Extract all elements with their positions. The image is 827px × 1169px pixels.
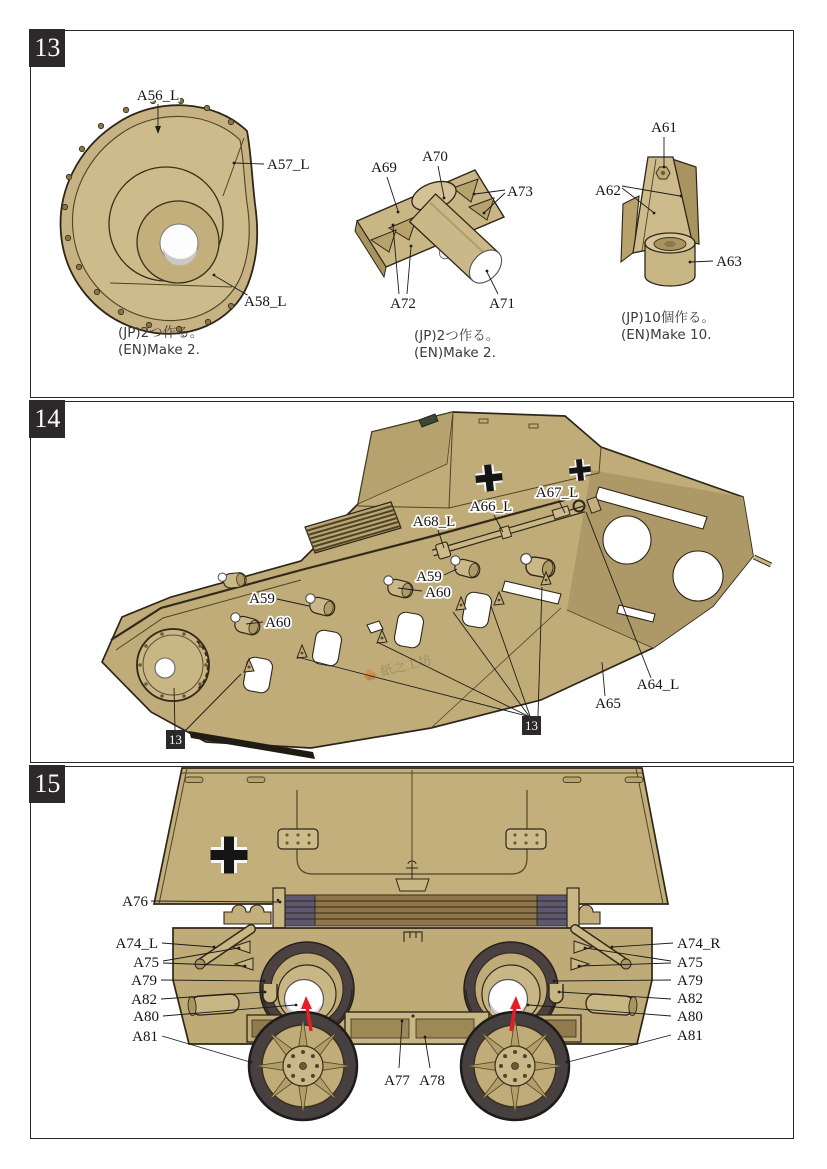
watermark-text: 紙之工坊 — [378, 653, 434, 681]
part-label-a65: A65 — [595, 696, 621, 712]
part-label-a79: A79 — [131, 973, 157, 989]
part-label-a79: A79 — [677, 973, 703, 989]
part-label-a81: A81 — [677, 1028, 703, 1044]
part-label-a58l: A58_L — [244, 294, 287, 310]
part-label-a60: A60 — [265, 615, 291, 631]
caption-en: (EN)Make 2. — [414, 345, 496, 361]
step-14-illustration — [31, 402, 792, 761]
step-number: 14 — [34, 404, 61, 434]
step-13-illustration — [31, 31, 792, 396]
road-wheel — [249, 1012, 357, 1120]
part-label-a74l: A74_L — [115, 936, 158, 952]
road-wheel — [461, 1012, 569, 1120]
part-label-a72: A72 — [390, 296, 416, 312]
cover-assembly-illustration — [61, 98, 258, 334]
part-label-a82: A82 — [677, 991, 703, 1007]
door-hinge — [506, 829, 546, 849]
part-label-a75: A75 — [133, 955, 159, 971]
caption-en: (EN)Make 10. — [621, 327, 712, 343]
step-number: 15 — [34, 769, 61, 799]
step-15-illustration — [31, 767, 792, 1137]
part-label-a76: A76 — [122, 894, 148, 910]
part-label-a71: A71 — [489, 296, 515, 312]
part-label-a66l: A66_L — [469, 499, 513, 515]
part-label-a60: A60 — [425, 585, 451, 601]
bracket-assembly-illustration — [621, 157, 699, 286]
part-label-a80: A80 — [677, 1009, 703, 1025]
caption-jp: (JP)2つ作る。 — [118, 325, 204, 341]
part-label-a82: A82 — [131, 992, 157, 1008]
part-label-a75: A75 — [677, 955, 703, 971]
part-label-a69: A69 — [371, 160, 397, 176]
part-label-a70: A70 — [422, 149, 448, 165]
ref-badge-13-left — [166, 730, 185, 749]
ref-badge-number: 13 — [525, 718, 538, 733]
part-label-a62: A62 — [595, 183, 621, 199]
part-label-a78: A78 — [419, 1073, 445, 1089]
door-hinge — [278, 829, 318, 849]
caption-jp: (JP)2つ作る。 — [414, 328, 500, 344]
caption-jp: (JP)10個作る。 — [621, 310, 715, 326]
part-label-a73: A73 — [507, 184, 533, 200]
caption-en: (EN)Make 2. — [118, 342, 200, 358]
part-label-a56l: A56_L — [136, 88, 180, 104]
part-label-a80: A80 — [133, 1009, 159, 1025]
vehicle-rear-illustration — [154, 768, 668, 1120]
step-15-panel — [30, 766, 794, 1139]
step-badge-13 — [29, 29, 65, 67]
ref-badge-13-right — [522, 716, 541, 735]
part-label-a68l: A68_L — [412, 514, 456, 530]
ref-badge-number: 13 — [169, 732, 182, 747]
step-badge-14 — [29, 400, 65, 438]
part-label-a57l: A57_L — [267, 157, 310, 173]
part-label-a61: A61 — [651, 120, 677, 136]
part-label-a64l: A64_L — [636, 677, 680, 693]
step-14-panel — [30, 401, 794, 763]
part-label-a77: A77 — [384, 1073, 410, 1089]
step-badge-15 — [29, 765, 65, 803]
part-label-a74r: A74_R — [677, 936, 721, 952]
step-13-panel — [30, 30, 794, 398]
part-label-a81: A81 — [132, 1029, 158, 1045]
trunnion-assembly-illustration — [355, 170, 508, 289]
part-label-a63: A63 — [716, 254, 742, 270]
part-label-a67l: A67_L — [535, 485, 579, 501]
part-label-a59: A59 — [249, 591, 275, 607]
part-label-a59: A59 — [416, 569, 442, 585]
step-number: 13 — [34, 33, 61, 63]
